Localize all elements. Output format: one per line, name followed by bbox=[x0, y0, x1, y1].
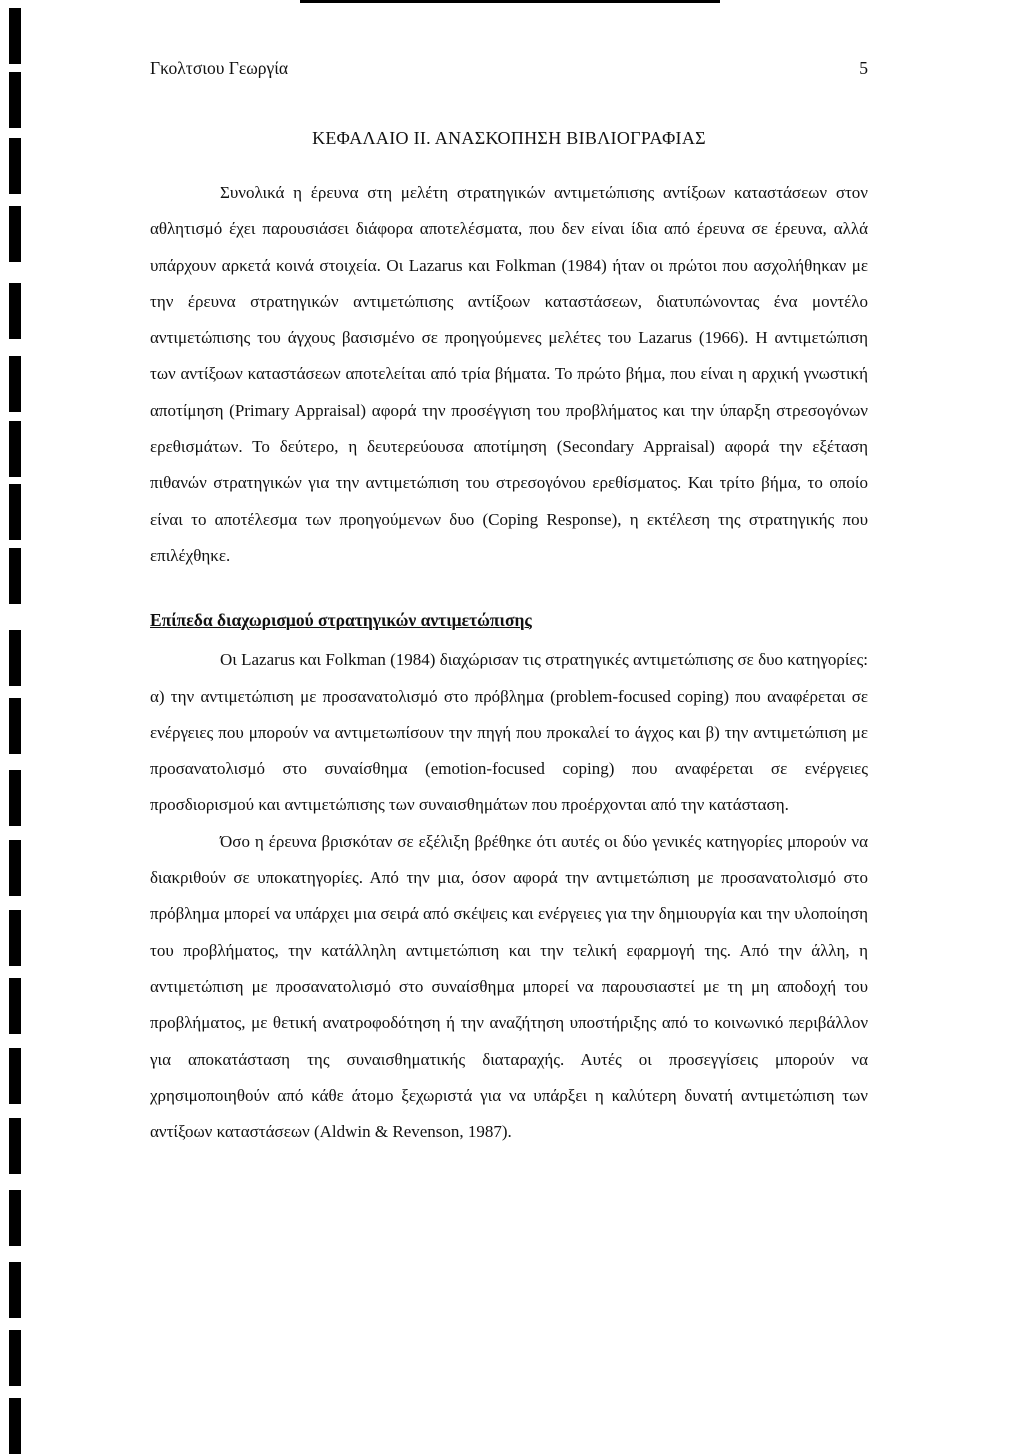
scan-mark bbox=[9, 356, 21, 412]
scan-mark bbox=[9, 1262, 21, 1318]
scan-mark bbox=[9, 910, 21, 966]
scan-mark bbox=[9, 1190, 21, 1246]
section-heading: Επίπεδα διαχωρισμού στρατηγικών αντιμετώπισης bbox=[150, 610, 532, 631]
scan-mark bbox=[9, 138, 21, 194]
scan-mark bbox=[9, 770, 21, 826]
chapter-title: ΚΕΦΑΛΑΙΟ ΙΙ. ΑΝΑΣΚΟΠΗΣΗ ΒΙΒΛΙΟΓΡΑΦΙΑΣ bbox=[312, 128, 706, 148]
scan-mark bbox=[9, 698, 21, 754]
scan-mark bbox=[9, 421, 21, 477]
scan-mark bbox=[9, 283, 21, 339]
scan-mark bbox=[9, 1398, 21, 1454]
section-paragraph: Οι Lazarus και Folkman (1984) διαχώρισαν τις στρατηγικές αντιμετώπισης σε δυο κατηγορίες: α) την αντιμετώπιση με προσανατολισμό στο πρόβλημα (problem-focused coping) που αναφέρεται σε ενέργειες που μπορούν να αντιμετωπίσουν την πηγή που προκαλεί το άγχος και β) την αντιμετώπιση με προσανατολισμό στο συναίσθημα (emotion-focused coping) που αναφέρεται σε ενέργειες προσδιορισμού και αντιμετώπισης των συναισθημάτων που προέρχονται από την κατάσταση. bbox=[150, 650, 868, 815]
scan-mark bbox=[9, 548, 21, 604]
header-author: Γκολτσιου Γεωργία bbox=[150, 58, 289, 78]
document-page bbox=[150, 58, 868, 1150]
scan-mark bbox=[9, 1118, 21, 1174]
running-header bbox=[150, 58, 868, 88]
scan-top-rule bbox=[300, 0, 720, 3]
scan-binding-marks bbox=[0, 0, 30, 1451]
scan-mark bbox=[9, 484, 21, 540]
scan-mark bbox=[9, 1330, 21, 1386]
scan-mark bbox=[9, 206, 21, 262]
intro-paragraph: Συνολικά η έρευνα στη μελέτη στρατηγικών αντιμετώπισης αντίξοων καταστάσεων στον αθλητισμό έχει παρουσιάσει διάφορα αποτελέσματα, που δεν είναι ίδια από έρευνα σε έρευνα, αλλά υπάρχουν αρκετά κοινά στοιχεία. Οι Lazarus και Folkman (1984) ήταν οι πρώτοι που ασχολήθηκαν με την έρευνα στρατηγικών αντιμετώπισης αντίξοων καταστάσεων, διατυπώνοντας ένα μοντέλο αντιμετώπισης του άγχους βασισμένο σε προηγούμενες μελέτες του Lazarus (1966). Η αντιμετώπιση των αντίξοων καταστάσεων αποτελείται από τρία βήματα. Το πρώτο βήμα, που είναι η αρχική γνωστική αποτίμηση (Primary Appraisal) αφορά την προσέγγιση του προβλήματος και την ύπαρξη στρεσογόνων ερεθισμάτων. Το δεύτερο, η δευτερεύουσα αποτίμηση (Secondary Appraisal) αφορά την εξέταση πιθανών στρατηγικών για την αντιμετώπιση του στρεσογόνου ερεθίσματος. Και τρίτο βήμα, το οποίο είναι το αποτέλεσμα των προηγούμενων δυο (Coping Response), η εκτέλεση της στρατηγικής που επιλέχθηκε. bbox=[150, 183, 868, 565]
scan-mark bbox=[9, 72, 21, 128]
scan-mark bbox=[9, 8, 21, 64]
page-number: 5 bbox=[859, 58, 868, 78]
scan-mark bbox=[9, 978, 21, 1034]
section-paragraph: Όσο η έρευνα βρισκόταν σε εξέλιξη βρέθηκε ότι αυτές οι δύο γενικές κατηγορίες μπορούν να διακριθούν σε υποκατηγορίες. Από την μια, όσον αφορά την αντιμετώπιση με προσανατολισμό στο πρόβλημα μπορεί να υπάρχει μια σειρά από σκέψεις και ενέργειες για την δημιουργία και την υλοποίηση του προβλήματος, την κατάλληλη αντιμετώπιση και την τελική εφαρμογή της. Από την άλλη, η αντιμετώπιση με προσανατολισμό στο συναίσθημα μπορεί να παρουσιαστεί με τη μη αποδοχή του προβλήματος, με θετική ανατροφοδότηση ή την αναζήτηση υποστήριξης από το κοινωνικό περιβάλλον για αποκατάσταση της συναισθηματικής διαταραχής. Αυτές οι προσεγγίσεις μπορούν να χρησιμοποιηθούν από κάθε άτομο ξεχωριστά για να υπάρξει η καλύτερη δυνατή αντιμετώπιση των αντίξοων καταστάσεων (Aldwin & Revenson, 1987). bbox=[150, 831, 868, 1142]
scan-mark bbox=[9, 840, 21, 896]
scan-mark bbox=[9, 630, 21, 686]
scan-mark bbox=[9, 1048, 21, 1104]
